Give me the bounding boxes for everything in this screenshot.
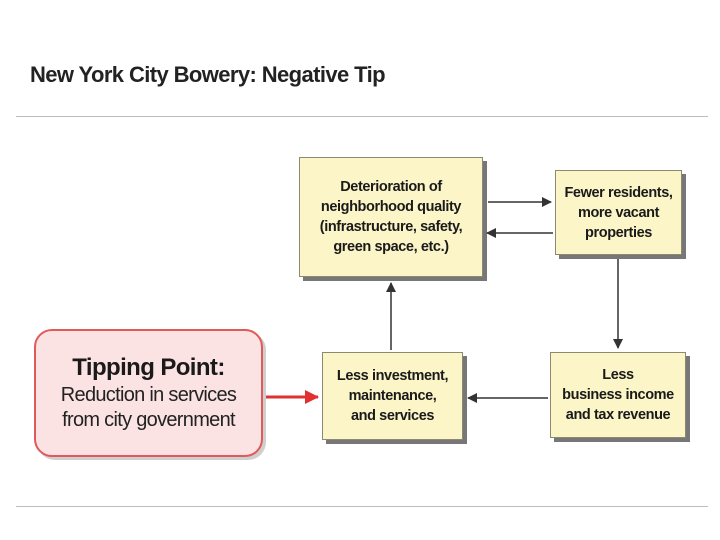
residents-line: more vacant bbox=[577, 204, 660, 221]
tipping-point-title: Tipping Point: bbox=[72, 354, 225, 381]
deterioration-line: neighborhood quality bbox=[320, 199, 462, 215]
residents-line: properties bbox=[585, 224, 652, 241]
bottom-divider bbox=[16, 506, 708, 507]
residents-line: Fewer residents, bbox=[564, 184, 673, 201]
investment-line: maintenance, bbox=[348, 388, 437, 404]
diagram-title: New York City Bowery: Negative Tip bbox=[30, 62, 385, 87]
tipping-point-line: Reduction in services bbox=[60, 384, 237, 406]
tipping-point-line: from city government bbox=[62, 409, 235, 431]
business-line: business income bbox=[562, 387, 674, 403]
investment-line: and services bbox=[350, 408, 435, 424]
deterioration-line: (infrastructure, safety, bbox=[319, 219, 463, 235]
investment-line: Less investment, bbox=[336, 368, 449, 384]
deterioration-line: green space, etc.) bbox=[333, 239, 449, 255]
business-line: and tax revenue bbox=[565, 407, 671, 423]
deterioration-line: Deterioration of bbox=[340, 179, 442, 195]
business-line: Less bbox=[602, 367, 634, 383]
